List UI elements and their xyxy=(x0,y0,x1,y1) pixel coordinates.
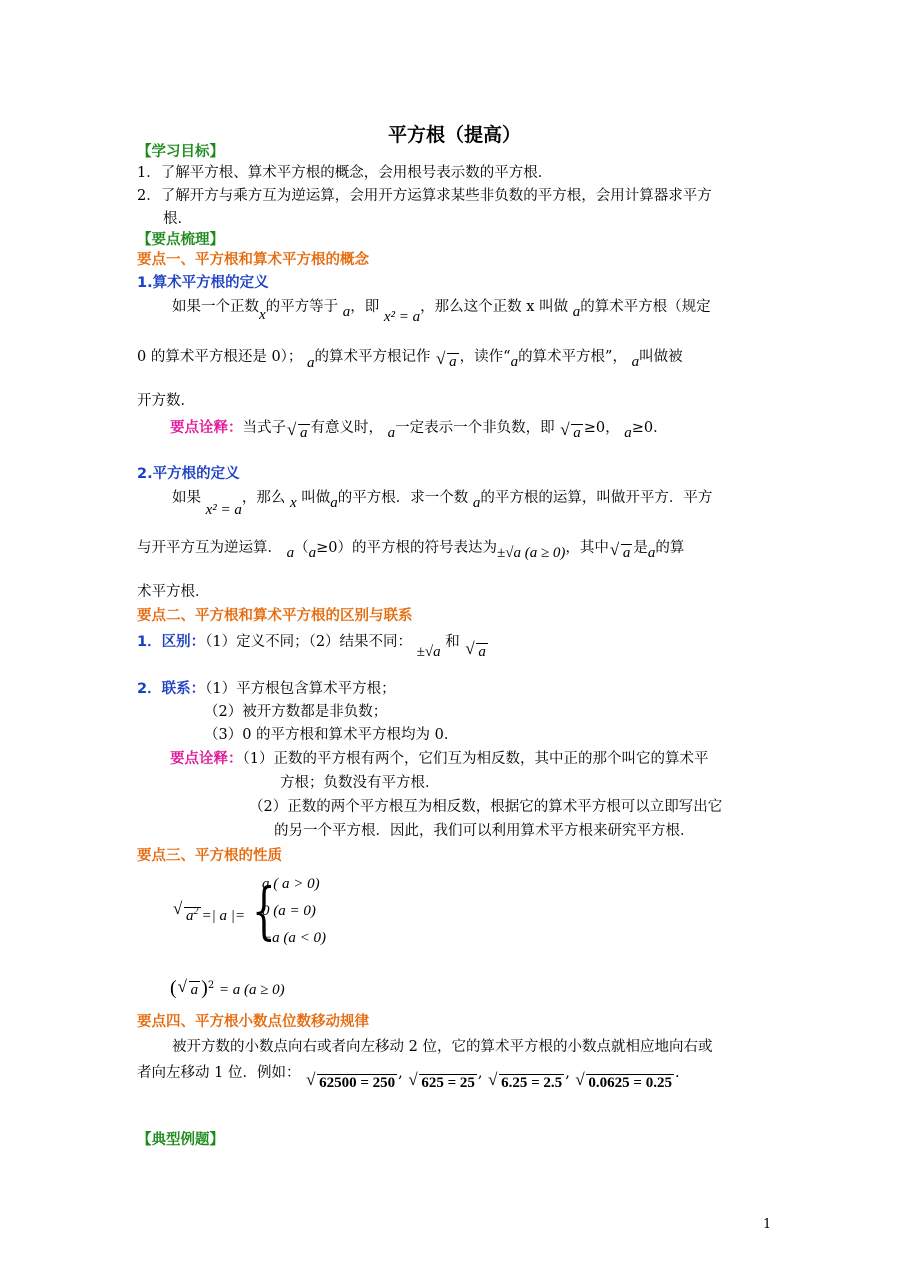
pm-sqrt-a-condition: ±√a (a ≥ 0) xyxy=(496,545,566,561)
def-arith-line2: 0 的算术平方根还是 0）； a的算术平方根记作 √ a ，读作“a的算术平方根”， a叫做被 xyxy=(137,349,683,371)
sqrt-a-expression: √ a xyxy=(436,349,457,370)
case-negative: −a (a < 0) xyxy=(262,930,326,946)
example-2: √ 625 = 25 xyxy=(408,1070,475,1091)
page-title: 平方根（提高） xyxy=(387,124,521,146)
note-2-line2: 方根；负数没有平方根． xyxy=(280,775,440,791)
point-1-sub-1: 1.算术平方根的定义 xyxy=(137,275,269,291)
note-2-line4: 的另一个平方根．因此，我们可以利用算术平方根来研究平方根． xyxy=(274,823,695,839)
relation-line1: 2．联系：（1）平方根包含算术平方根； xyxy=(137,681,396,697)
point-1-header: 要点一、平方根和算术平方根的概念 xyxy=(137,252,369,268)
abs-formula-left: √ $a^2$ =| a |= xyxy=(173,899,245,924)
math-x2-eq-a: x² = a xyxy=(383,309,421,325)
def-square-root-line2: 与开平方互为逆运算． a（a≥0）的平方根的符号表达为±√a (a ≥ 0)，其中 √ a 是a的算 xyxy=(137,540,685,561)
goals-header: 【学习目标】 xyxy=(137,144,224,160)
def-square-root-line3: 术平方根． xyxy=(137,584,210,600)
note-label: 要点诠释： xyxy=(170,420,243,436)
relation-line3: （3）0 的平方根和算术平方根均为 0． xyxy=(204,727,459,743)
note-2-line3: （2）正数的两个平方根互为相反数，根据它的算术平方根可以立即写出它 xyxy=(249,799,723,815)
square-of-root-formula: ( √ a )$^2$ = a (a ≥ 0) xyxy=(170,976,285,999)
goal-2-line1: 2．了解开方与乘方互为逆运算，会用开方运算求某些非负数的平方根，会用计算器求平方 xyxy=(137,188,712,204)
point-4-line1: 被开方数的小数点向右或者向左移动 2 位，它的算术平方根的小数点就相应地向右或 xyxy=(172,1039,713,1055)
relation-line2: （2）被开方数都是非负数； xyxy=(204,704,388,720)
examples-header: 【典型例题】 xyxy=(137,1132,224,1148)
key-points-header: 【要点梳理】 xyxy=(137,232,224,248)
note-2-line1: 要点诠释：（1）正数的平方根有两个，它们互为相反数，其中正的那个叫它的算术平 xyxy=(170,751,709,767)
example-3: √ 6.25 = 2.5 xyxy=(488,1070,563,1091)
example-4: √ 0.0625 = 0.25 xyxy=(575,1070,672,1091)
goal-1: 1．了解平方根、算术平方根的概念，会用根号表示数的平方根． xyxy=(137,165,553,181)
def-square-root-line1: 如果 x² = a，那么 x 叫做a的平方根．求一个数 a的平方根的运算，叫做开平方．平方 xyxy=(172,490,713,518)
difference-line: 1．区别：（1）定义不同；（2）结果不同： ±√a 和 √ a xyxy=(137,634,486,660)
point-2-header: 要点二、平方根和算术平方根的区别与联系 xyxy=(137,608,413,624)
goal-2-line2: 根． xyxy=(163,211,192,227)
def-arith-line3: 开方数． xyxy=(137,393,195,409)
point-1-sub-2: 2.平方根的定义 xyxy=(137,466,240,482)
case-positive: a ( a > 0) xyxy=(262,876,320,892)
brace-symbol: { xyxy=(252,874,276,947)
point-4-line2: 者向左移动 1 位．例如： √ 62500 = 250, √ 625 = 25, √ 6.25 = 2.5, √ 0.0625 = 0.25. xyxy=(137,1065,680,1091)
example-1: √ 62500 = 250 xyxy=(306,1070,396,1091)
case-zero: 0 (a = 0) xyxy=(262,903,316,919)
point-3-header: 要点三、平方根的性质 xyxy=(137,848,282,864)
page-number: 1 xyxy=(763,1217,772,1232)
math-x: x xyxy=(259,307,266,323)
point-4-header: 要点四、平方根小数点位数移动规律 xyxy=(137,1014,369,1030)
def-arith-line1: 如果一个正数x的平方等于 a，即 x² = a，那么这个正数 x 叫做 a的算术平方根（规定 xyxy=(172,299,711,325)
note-1: 要点诠释：当式子 √ a 有意义时， a一定表示一个非负数，即 √ a ≥0， a≥0． xyxy=(170,420,668,441)
